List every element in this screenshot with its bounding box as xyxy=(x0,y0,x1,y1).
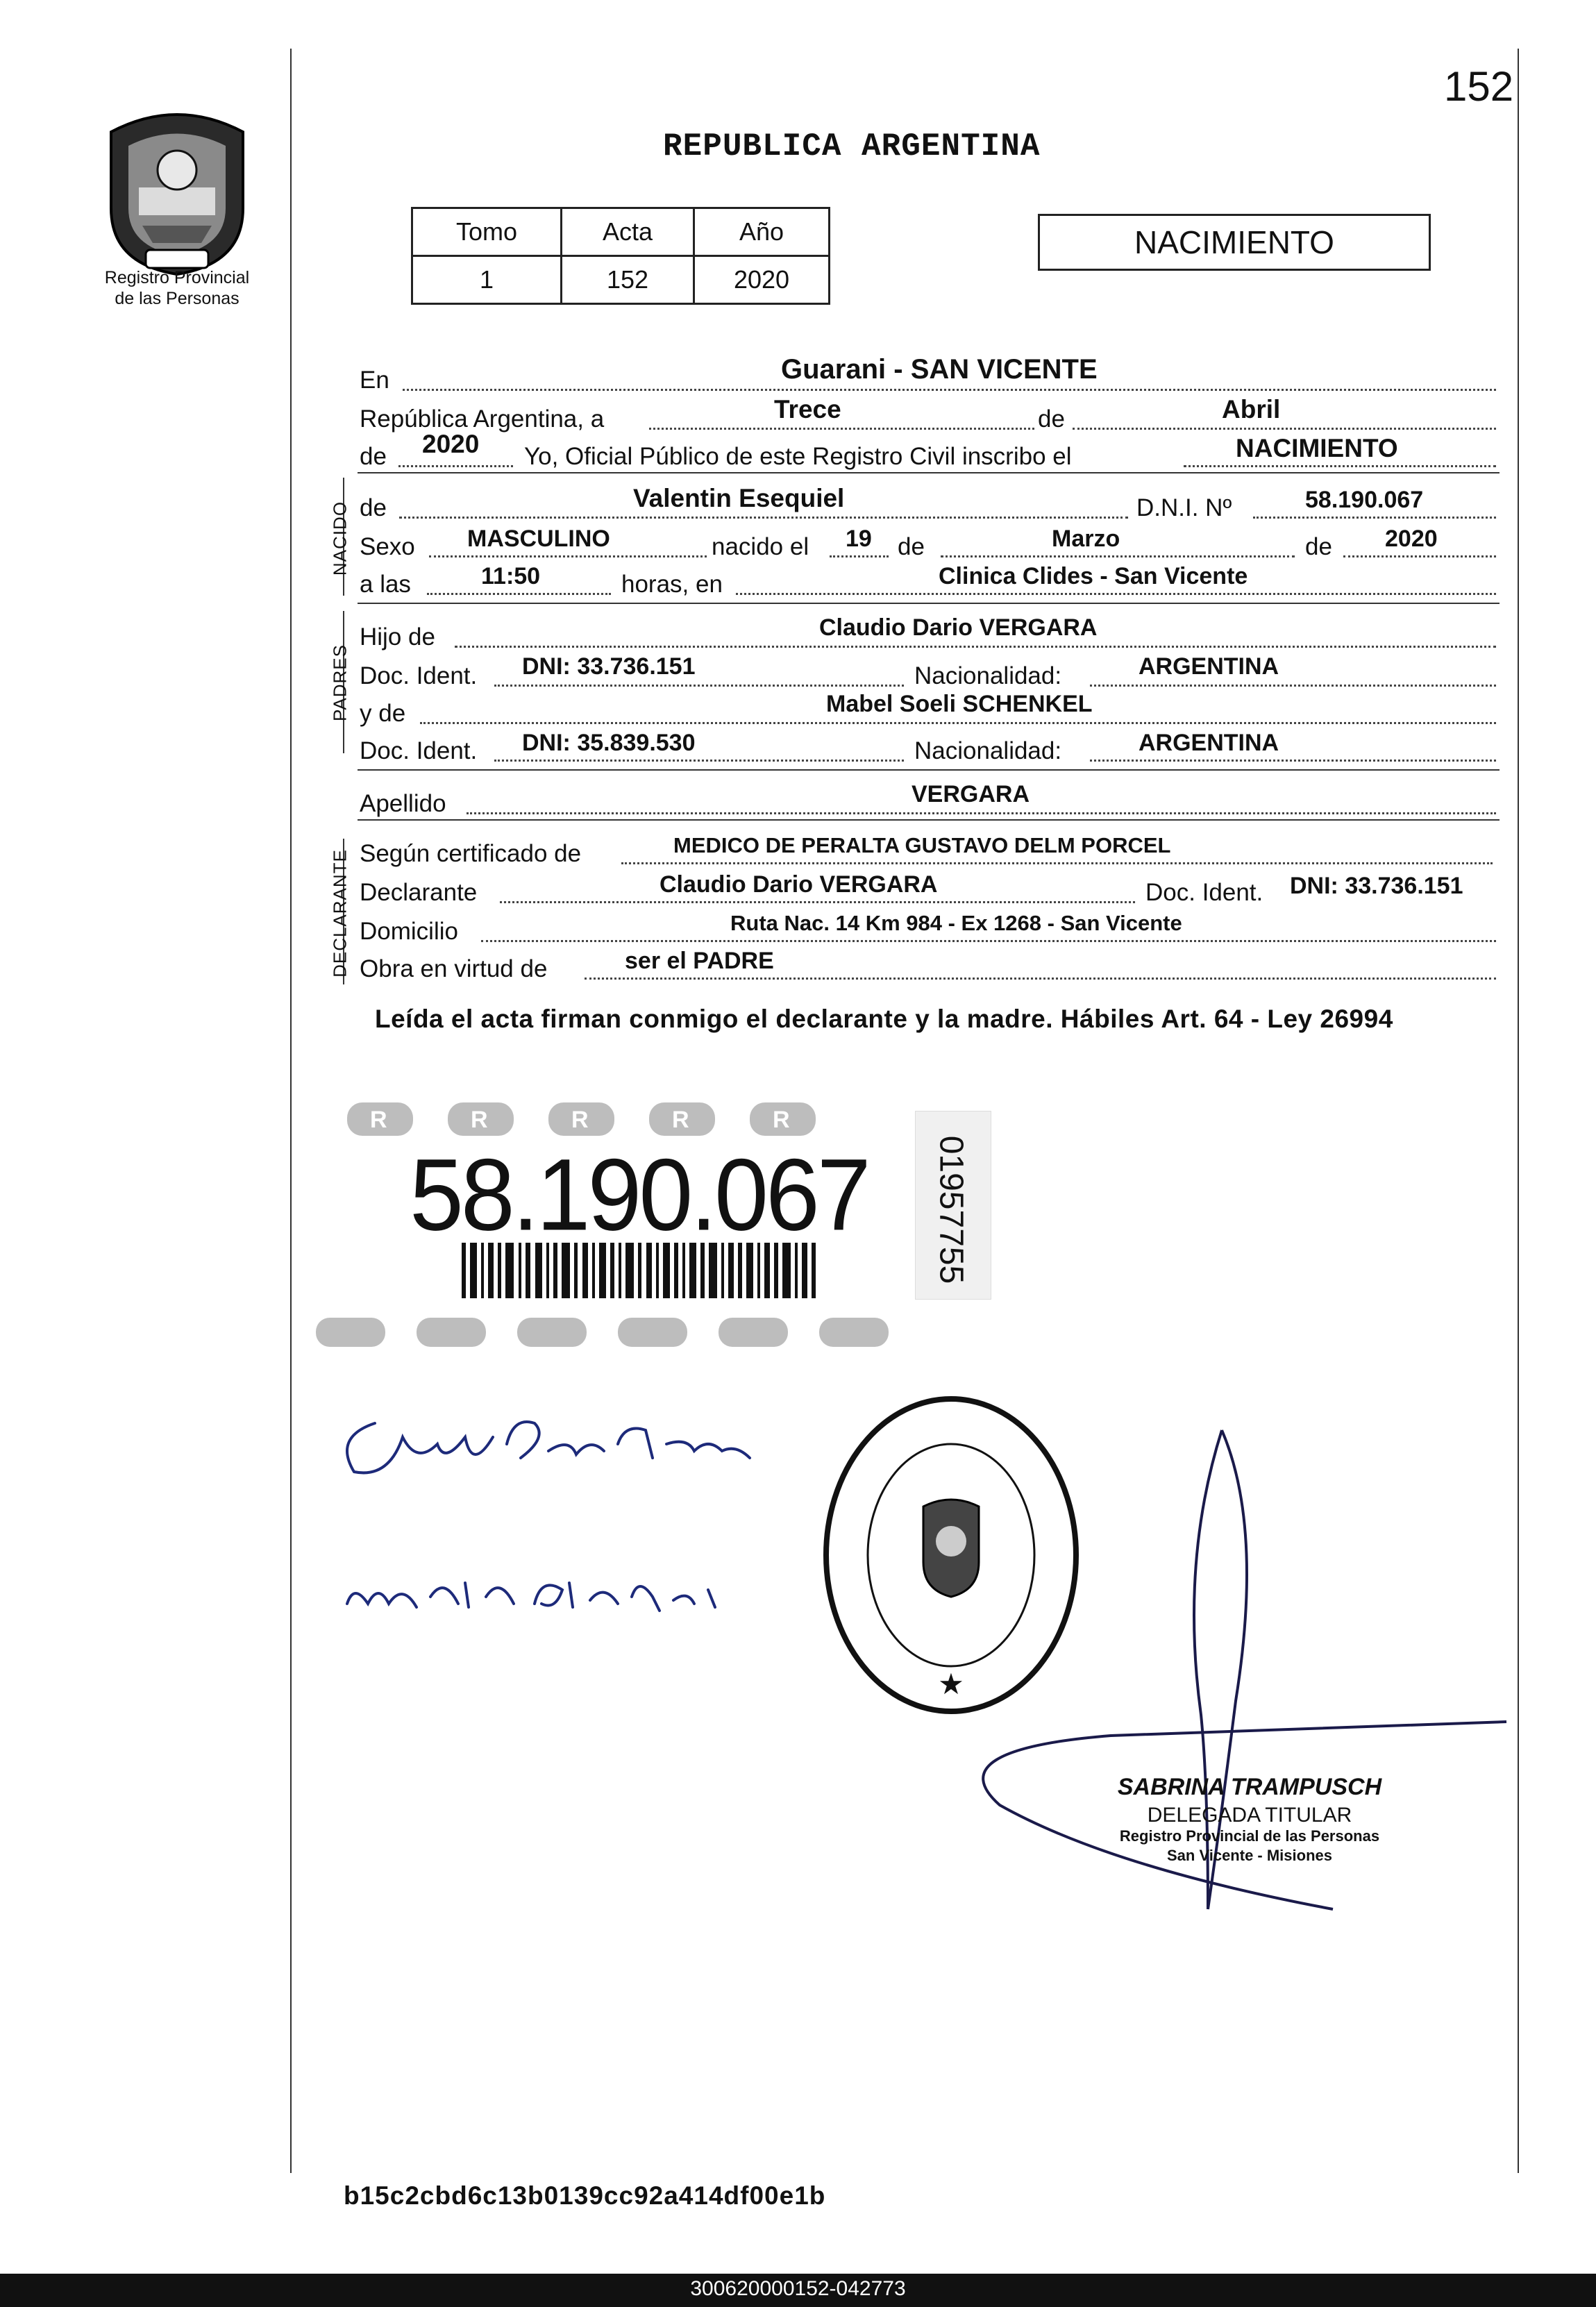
value-madre-doc: DNI: 35.839.530 xyxy=(522,730,696,756)
value-en: Guarani - SAN VICENTE xyxy=(781,354,1098,385)
svg-text:★: ★ xyxy=(938,1668,964,1700)
misiones-crest-logo xyxy=(97,104,257,278)
value-domicilio: Ruta Nac. 14 Km 984 - Ex 1268 - San Vicente xyxy=(730,911,1182,935)
label-republica: República Argentina, a xyxy=(360,405,605,433)
side-label-declarante: DECLARANTE xyxy=(329,849,351,978)
value-sexo: MASCULINO xyxy=(467,526,610,552)
header-acta: Acta xyxy=(562,208,694,256)
label-doc-madre: Doc. Ident. xyxy=(360,737,478,764)
value-madre: Mabel Soeli SCHENKEL xyxy=(826,691,1093,717)
value-nac-mes: Marzo xyxy=(1052,526,1120,552)
label-dni: D.N.I. Nº xyxy=(1136,494,1232,521)
delegada-role: DELEGADA TITULAR xyxy=(1147,1804,1352,1827)
svg-text:R: R xyxy=(571,1107,589,1133)
value-certificado: MEDICO DE PERALTA GUSTAVO DELM PORCEL xyxy=(673,833,1171,857)
value-padre-doc: DNI: 33.736.151 xyxy=(522,653,696,680)
divider-4 xyxy=(358,819,1500,821)
value-declarante: Claudio Dario VERGARA xyxy=(660,871,938,898)
label-domicilio: Domicilio xyxy=(360,918,458,945)
label-nacido-de: de xyxy=(360,494,387,521)
value-mes: Abril xyxy=(1222,395,1281,423)
label-tag-number: 01957755 xyxy=(932,1135,970,1284)
side-label-padres: PADRES xyxy=(329,644,351,721)
value-declarante-doc: DNI: 33.736.151 xyxy=(1290,873,1463,899)
svg-text:R: R xyxy=(471,1107,488,1133)
value-inscribo: NACIMIENTO xyxy=(1236,434,1398,462)
svg-text:R: R xyxy=(370,1107,387,1133)
value-nac-dia: 19 xyxy=(846,526,872,552)
label-nacido-el: nacido el xyxy=(712,533,809,560)
value-lugar: Clinica Clides - San Vicente xyxy=(939,563,1248,589)
header-anio: Año xyxy=(694,208,830,256)
divider-2 xyxy=(358,603,1500,604)
label-sexo: Sexo xyxy=(360,533,415,560)
label-nac-padre: Nacionalidad: xyxy=(914,662,1062,689)
record-type-box: NACIMIENTO xyxy=(1038,214,1431,271)
document-hash: b15c2cbd6c13b0139cc92a414df00e1b xyxy=(344,2181,826,2210)
label-en: En xyxy=(360,367,389,394)
value-dia: Trece xyxy=(774,395,841,423)
svg-text:R: R xyxy=(773,1107,790,1133)
page-number: 152 xyxy=(1444,63,1514,110)
left-margin-line xyxy=(290,49,292,2173)
record-table xyxy=(411,207,830,305)
delegada-name: SABRINA TRAMPUSCH xyxy=(1117,1774,1382,1800)
value-anio: 2020 xyxy=(422,430,480,458)
label-oficial: Yo, Oficial Público de este Registro Civil inscribo el xyxy=(524,443,1072,470)
value-madre-nac: ARGENTINA xyxy=(1139,730,1279,756)
crest-caption-line2: de las Personas xyxy=(115,289,240,308)
value-apellido: VERGARA xyxy=(912,781,1030,807)
divider-3 xyxy=(358,769,1500,771)
label-obra: Obra en virtud de xyxy=(360,955,548,982)
delegada-org: Registro Provincial de las Personas xyxy=(1119,1827,1380,1845)
value-acta: 152 xyxy=(562,256,694,304)
header-tomo: Tomo xyxy=(412,208,562,256)
label-segun: Según certificado de xyxy=(360,840,582,867)
label-de: de xyxy=(1038,405,1065,433)
value-dni: 58.190.067 xyxy=(1305,487,1424,513)
label-nac-de2: de xyxy=(1305,533,1332,560)
reading-statement: Leída el acta firman conmigo el declarante y la madre. Hábiles Art. 64 - Ley 26994 xyxy=(375,1005,1393,1033)
value-padre: Claudio Dario VERGARA xyxy=(819,614,1098,641)
side-label-nacido: NACIDO xyxy=(329,501,351,576)
label-de2: de xyxy=(360,443,387,470)
label-horas-en: horas, en xyxy=(621,571,723,598)
label-declarante: Declarante xyxy=(360,879,478,906)
label-nac-madre: Nacionalidad: xyxy=(914,737,1062,764)
label-hijo-de: Hijo de xyxy=(360,623,435,651)
value-anio: 2020 xyxy=(694,256,830,304)
value-tomo: 1 xyxy=(412,256,562,304)
label-y-de: y de xyxy=(360,700,406,727)
delegada-place: San Vicente - Misiones xyxy=(1166,1847,1332,1864)
label-alas: a las xyxy=(360,571,411,598)
crest-caption xyxy=(69,267,285,309)
value-padre-nac: ARGENTINA xyxy=(1139,653,1279,680)
value-nac-anio: 2020 xyxy=(1385,526,1438,552)
document-title: REPUBLICA ARGENTINA xyxy=(663,128,1041,165)
divider-1 xyxy=(358,472,1500,473)
value-obra: ser el PADRE xyxy=(625,948,774,974)
label-dni-number: 58.190.067 xyxy=(410,1137,868,1252)
signature-declarante xyxy=(326,1395,826,1687)
crest-caption-line1: Registro Provincial xyxy=(104,268,250,287)
value-nombre: Valentin Esequiel xyxy=(633,484,845,512)
label-apellido: Apellido xyxy=(360,790,446,817)
label-doc-padre: Doc. Ident. xyxy=(360,662,478,689)
label-nac-de: de xyxy=(898,533,925,560)
footer-code: 300620000152-042773 xyxy=(690,2277,906,2300)
label-doc-declarante: Doc. Ident. xyxy=(1145,879,1263,906)
svg-text:R: R xyxy=(672,1107,689,1133)
value-hora: 11:50 xyxy=(481,563,541,589)
